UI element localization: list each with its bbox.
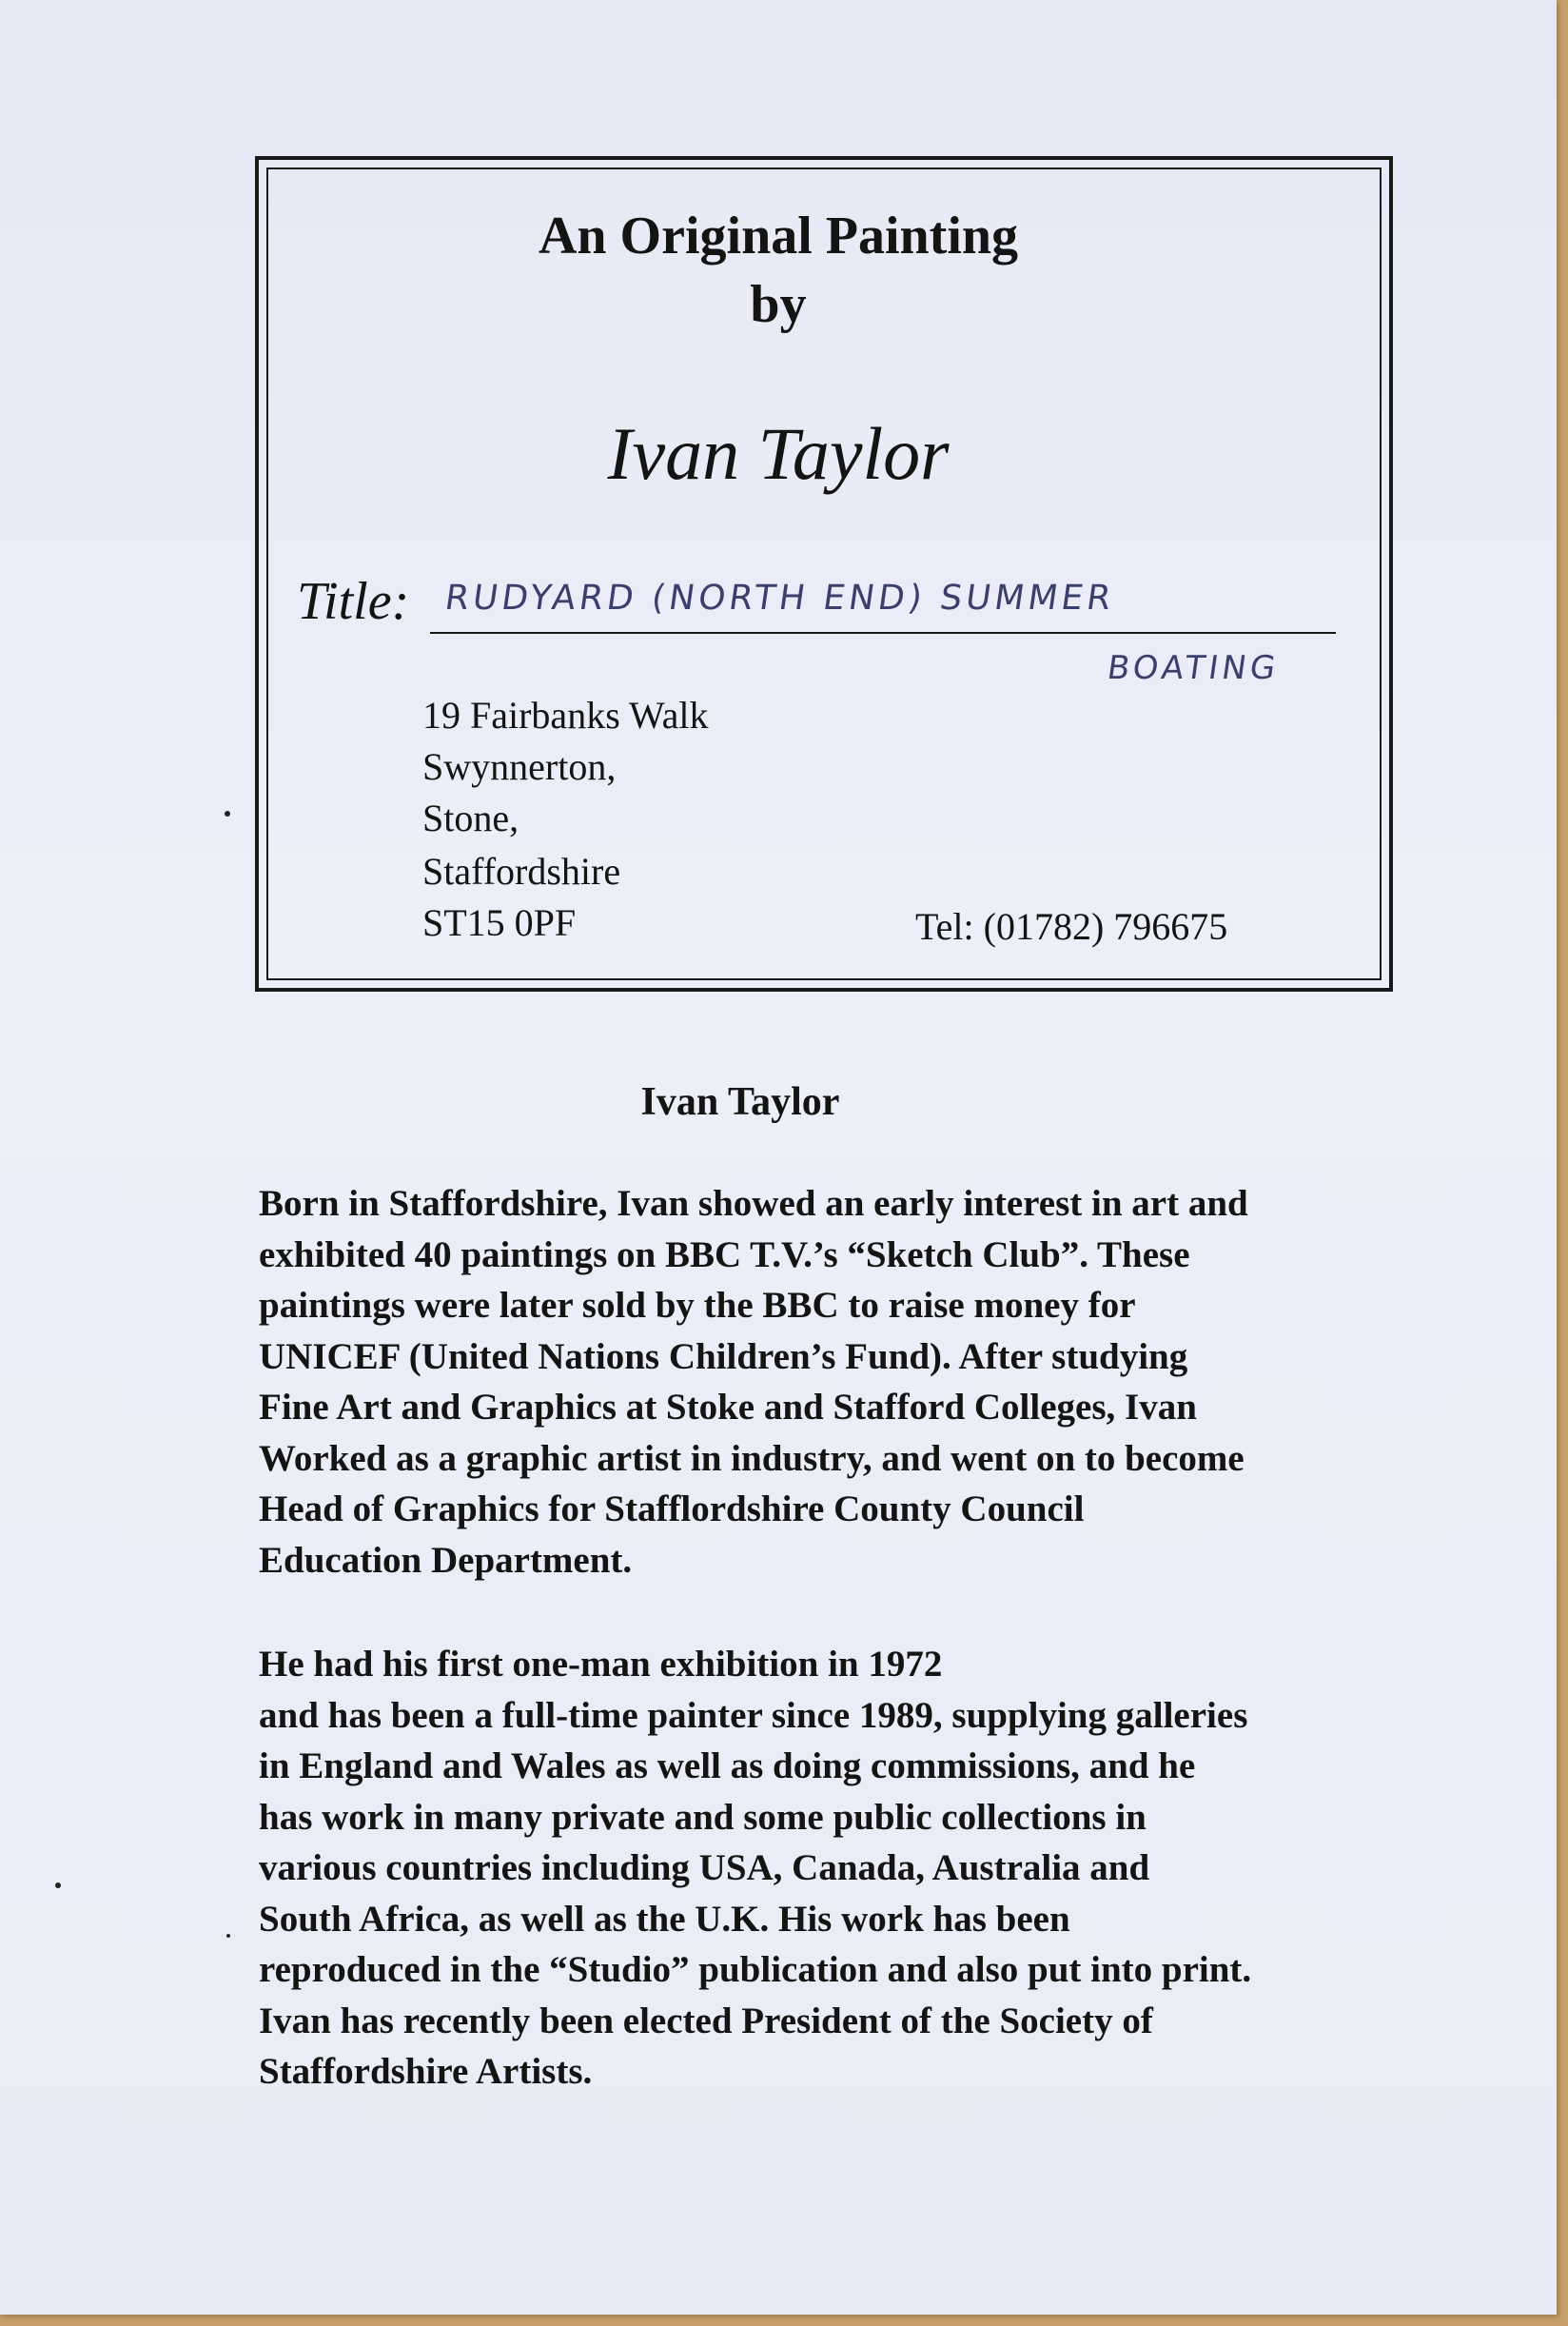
bio-line: Worked as a graphic artist in industry, and went on to become	[259, 1437, 1245, 1479]
bio-paragraph-1	[259, 1178, 1382, 1586]
bio-line: and has been a full-time painter since 1989, supplying galleries	[259, 1694, 1248, 1736]
paper-speck	[225, 811, 230, 817]
bio-line: has work in many private and some public collections in	[259, 1796, 1147, 1838]
bio-line: paintings were later sold by the BBC to raise money for	[259, 1285, 1136, 1326]
paper-speck	[226, 1934, 230, 1938]
title-label: Title:	[297, 572, 410, 631]
bio-line: Education Department.	[259, 1539, 633, 1581]
handwritten-title-line2: BOATING	[1105, 649, 1282, 687]
bio-line: He had his first one-man exhibition in 1972	[259, 1644, 943, 1685]
handwritten-title-line1: RUDYARD (NORTH END) SUMMER	[442, 579, 1118, 618]
title-underline	[430, 632, 1336, 634]
bio-line: South Africa, as well as the U.K. His work has been	[259, 1898, 1070, 1940]
address-line-village: Swynnerton,	[422, 745, 617, 788]
bio-paragraph-2	[259, 1639, 1382, 2098]
address-line-town: Stone,	[422, 797, 519, 839]
address-line-postcode: ST15 0PF	[422, 901, 577, 944]
bio-title: Ivan Taylor	[640, 1080, 840, 1124]
bio-line: in England and Wales as well as doing commissions, and he	[259, 1745, 1196, 1786]
artist-name: Ivan Taylor	[607, 412, 950, 495]
bio-line: Staffordshire Artists.	[259, 2051, 593, 2092]
bio-line: various countries including USA, Canada, Australia and	[259, 1847, 1150, 1888]
bio-line: Born in Staffordshire, Ivan showed an early interest in art and	[259, 1183, 1248, 1224]
paper-speck	[55, 1882, 61, 1888]
bio-line: Fine Art and Graphics at Stoke and Stafford Colleges, Ivan	[259, 1387, 1197, 1428]
address-line-street: 19 Fairbanks Walk	[422, 694, 709, 737]
address-line-county: Staffordshire	[422, 850, 621, 893]
telephone-number: Tel: (01782) 796675	[915, 905, 1228, 948]
bio-line: Ivan has recently been elected President of the Society of	[259, 2000, 1153, 2041]
bio-line: Head of Graphics for Stafflordshire County Council	[259, 1488, 1085, 1529]
heading-original-painting: An Original Painting	[538, 207, 1019, 266]
bio-line: UNICEF (United Nations Children’s Fund). After studying	[259, 1335, 1188, 1377]
bio-line: exhibited 40 paintings on BBC T.V.’s “Sketch Club”. These	[259, 1233, 1190, 1275]
heading-by: by	[750, 275, 807, 334]
bio-line: reproduced in the “Studio” publication and also put into print.	[259, 1949, 1252, 1990]
